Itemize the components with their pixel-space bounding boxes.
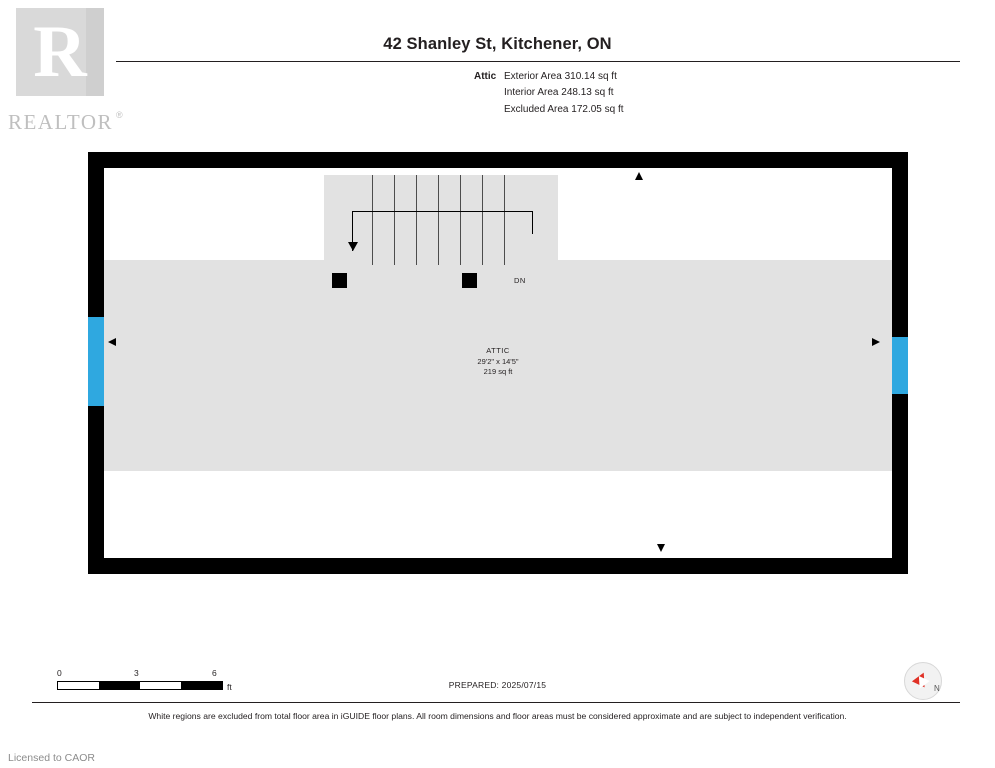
window-left	[88, 317, 104, 406]
room-label-attic	[88, 346, 908, 378]
realtor-logo-wordmark: REALTOR	[8, 110, 114, 134]
area-summary-label: Attic	[474, 71, 497, 82]
scale-bar-ticks	[57, 668, 227, 679]
room-name: ATTIC	[486, 346, 510, 355]
room-area: 219 sq ft	[483, 367, 513, 376]
compass-icon	[898, 658, 952, 702]
stair-direction-arrow-icon	[344, 218, 362, 252]
dimension-arrow-right-icon	[872, 338, 880, 346]
floorplan-diagram	[88, 152, 908, 574]
compass-north-label: N	[934, 684, 940, 693]
area-summary-exterior: Exterior Area 310.14 sq ft	[504, 71, 617, 82]
realtor-logo-letter: R	[33, 11, 87, 93]
area-summary-excluded: Excluded Area 172.05 sq ft	[504, 103, 624, 115]
area-summary-interior: Interior Area 248.13 sq ft	[504, 87, 614, 99]
area-summary-row-2	[474, 85, 624, 101]
area-summary-row-1	[474, 69, 624, 85]
stairs-down-label: DN	[514, 276, 526, 285]
dimension-arrow-top-icon	[635, 172, 643, 180]
page-title: 42 Shanley St, Kitchener, ON	[383, 35, 612, 53]
structural-post-left	[332, 273, 347, 288]
license-text: Licensed to CAOR	[8, 752, 95, 764]
window-right	[892, 337, 908, 394]
realtor-logo-registered-mark: ®	[116, 110, 123, 120]
header-divider	[116, 61, 960, 62]
scale-tick-1: 3	[134, 668, 139, 678]
scale-bar-unit: ft	[227, 682, 232, 692]
structural-post-right	[462, 273, 477, 288]
scale-tick-0: 0	[57, 668, 62, 678]
stair-railing-right	[532, 211, 533, 234]
prepared-date: PREPARED: 2025/07/15	[448, 680, 547, 690]
dimension-arrow-bottom-icon	[657, 544, 665, 552]
area-summary	[474, 69, 624, 118]
scale-tick-2: 6	[212, 668, 217, 678]
footer-divider	[32, 702, 960, 703]
room-dimensions: 29'2" x 14'5"	[477, 356, 519, 366]
area-summary-row-3	[474, 102, 624, 118]
stair-railing-horizontal	[352, 211, 532, 212]
dimension-arrow-left-icon	[108, 338, 116, 346]
realtor-logo	[8, 6, 133, 134]
disclaimer-text: White regions are excluded from total floor area in iGUIDE floor plans. All room dimensions and floor areas must be considered approximate and are subject to independent verification.	[148, 711, 847, 721]
